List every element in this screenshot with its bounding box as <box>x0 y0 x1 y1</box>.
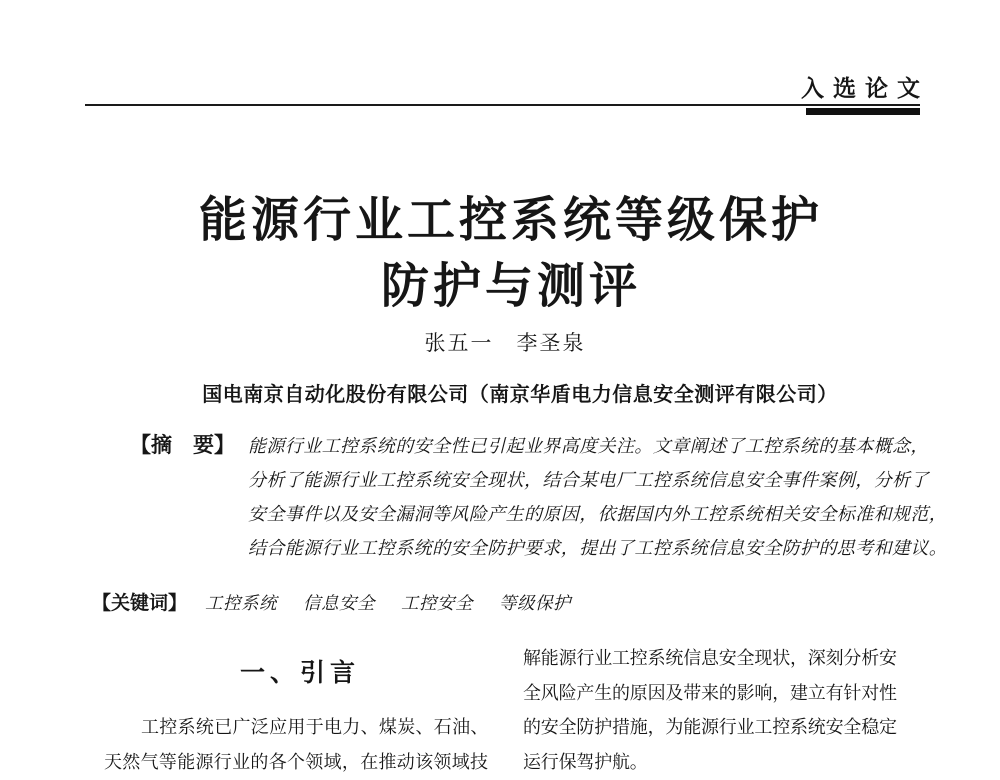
abstract-line-4: 结合能源行业工控系统的安全防护要求，提出了工控系统信息安全防护的思考和建议。 <box>248 538 948 558</box>
left-column <box>104 657 496 780</box>
corner-label: 入选论文 <box>801 75 929 101</box>
keyword-item-2: 信息安全 <box>303 593 376 613</box>
keyword-item-4: 等级保护 <box>499 593 572 613</box>
paper-title-line-1: 能源行业工控系统等级保护 <box>198 194 823 247</box>
left-column-line-1: 工控系统已广泛应用于电力、煤炭、石油、 <box>141 717 489 737</box>
abstract-block <box>130 429 950 565</box>
paper-title <box>0 188 1000 320</box>
right-column-line-4: 运行保驾护航。 <box>523 751 648 772</box>
abstract-text <box>248 429 950 565</box>
abstract-line-3: 安全事件以及安全漏洞等风险产生的原因，依据国内外工控系统相关安全标准和规范， <box>248 504 948 524</box>
right-column-line-3: 的安全防护措施，为能源行业工控系统安全稳定 <box>523 717 897 737</box>
abstract-label: 【摘 要】 <box>130 434 235 457</box>
paper-title-line-2: 防护与测评 <box>380 260 641 313</box>
keywords-block <box>92 588 597 615</box>
keywords-label: 【关键词】 <box>92 593 188 614</box>
right-column-line-1: 解能源行业工控系统信息安全现状，深刻分析安 <box>523 648 897 668</box>
right-column <box>523 641 905 779</box>
abstract-line-1: 能源行业工控系统的安全性已引起业界高度关注。文章阐述了工控系统的基本概念， <box>248 436 929 456</box>
header-rule <box>85 104 920 106</box>
corner-label-underline <box>806 108 920 115</box>
left-column-line-2: 天然气等能源行业的各个领域，在推动该领域技 <box>104 752 489 772</box>
abstract-line-2: 分析了能源行业工控系统安全现状，结合某电厂工控系统信息安全事件案例，分析了 <box>248 470 929 490</box>
authors: 张五一 李圣泉 <box>424 331 586 355</box>
keyword-item-3: 工控安全 <box>401 593 474 613</box>
keyword-item-1: 工控系统 <box>205 593 278 613</box>
affiliation: 国电南京自动化股份有限公司（南京华盾电力信息安全测评有限公司） <box>202 384 838 406</box>
section-heading-introduction: 一、引言 <box>239 659 360 687</box>
right-column-line-2: 全风险产生的原因及带来的影响，建立有针对性 <box>523 682 897 703</box>
